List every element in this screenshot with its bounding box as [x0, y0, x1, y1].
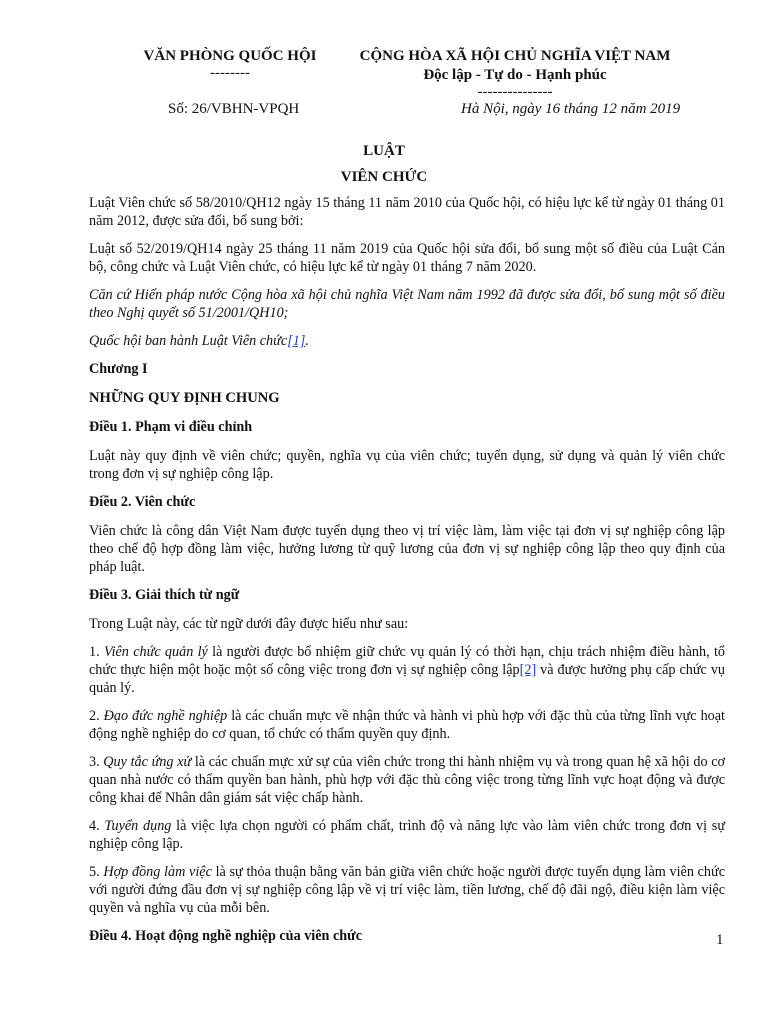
- definition-term: Viên chức quản lý: [103, 644, 208, 660]
- definition-number: 1.: [89, 644, 104, 660]
- definition-text-end: và được hưởng phụ cấp chức vụ quản lý.: [89, 662, 726, 696]
- definition-2: [89, 707, 725, 743]
- definition-3: [89, 753, 725, 807]
- national-title-block: [340, 47, 690, 99]
- definition-text: là sự thỏa thuận bằng văn bản giữa viên chức hoặc người được tuyển dụng làm viên chức với người đứng đầu đơn vị sự nghiệp công lập về vị trí việc làm, tiền lương, chế độ đãi ngộ, điều kiện làm việc quyền và nghĩa vụ của mỗi bên.: [89, 864, 726, 916]
- definition-5: [89, 863, 725, 917]
- definition-number: 5.: [89, 864, 104, 880]
- issuing-office-block: [120, 47, 340, 80]
- definition-1: [89, 643, 725, 697]
- article-3-intro: Trong Luật này, các từ ngữ dưới đây được hiểu như sau:: [89, 616, 409, 632]
- footnote-link-1[interactable]: [1]: [287, 333, 306, 349]
- definition-text: là người được bổ nhiệm giữ chức vụ quản lý có thời hạn, chịu trách nhiệm điều hành, tổ chức thực hiện một hoặc một số công việc trong đơn vị sự nghiệp công lập: [89, 644, 725, 678]
- enactment-paragraph: [89, 332, 725, 350]
- definition-number: 3.: [89, 754, 104, 770]
- footnote-link-2[interactable]: [2]: [519, 662, 537, 678]
- definition-text: là việc lựa chọn người có phẩm chất, trình độ và năng lực vào làm viên chức trong đơn vị sự nghiệp công lập.: [89, 818, 726, 852]
- amendment-paragraph: Luật số 52/2019/QH14 ngày 25 tháng 11 năm 2019 của Quốc hội sửa đổi, bổ sung một số điều của Luật Cán bộ, công chức và Luật Viên chức, có hiệu lực kể từ ngày 01 tháng 7 năm 2020.: [89, 241, 725, 275]
- document-date: Hà Nội, ngày 16 tháng 12 năm 2019: [461, 101, 681, 117]
- legal-basis-paragraph: Căn cứ Hiến pháp nước Cộng hòa xã hội chủ nghĩa Việt Nam năm 1992 đã được sửa đổi, bổ sung một số điều theo Nghị quyết số 51/2001/QH10;: [89, 287, 725, 321]
- enactment-end: .: [305, 333, 309, 349]
- republic-name: CỘNG HÒA XÃ HỘI CHỦ NGHĨA VIỆT NAM: [359, 48, 671, 64]
- document-title: VIÊN CHỨC: [340, 169, 428, 185]
- definition-text: là các chuẩn mực xử sự của viên chức trong thi hành nhiệm vụ và trong quan hệ xã hội do cơ quan nhà nước có thẩm quyền ban hành, phù hợp với đặc thù công việc trong từng lĩnh vực hoạt động và được công khai để Nhân dân giám sát việc chấp hành.: [89, 754, 725, 806]
- article-3-title: Điều 3. Giải thích từ ngữ: [89, 587, 240, 603]
- article-1-text: Luật này quy định về viên chức; quyền, nghĩa vụ của viên chức; tuyển dụng, sử dụng và quản lý viên chức trong đơn vị sự nghiệp công lập.: [89, 448, 725, 482]
- document-type: LUẬT: [363, 143, 405, 159]
- document-body: [89, 194, 725, 956]
- definition-4: [89, 817, 725, 853]
- intro-paragraph: Luật Viên chức số 58/2010/QH12 ngày 15 tháng 11 năm 2010 của Quốc hội, có hiệu lực kể từ ngày 01 tháng 01 năm 2012, được sửa đổi, bổ sung bởi:: [89, 195, 725, 229]
- national-motto: Độc lập - Tự do - Hạnh phúc: [423, 67, 607, 83]
- article-2-text: Viên chức là công dân Việt Nam được tuyển dụng theo vị trí việc làm, làm việc tại đơn vị sự nghiệp công lập theo chế độ hợp đồng làm việc, hưởng lương từ quỹ lương của đơn vị sự nghiệp công lập theo quy định của pháp luật.: [89, 523, 725, 575]
- definition-number: 2.: [89, 708, 104, 724]
- definition-term: Đạo đức nghề nghiệp: [103, 708, 228, 724]
- article-2-title: Điều 2. Viên chức: [89, 494, 196, 510]
- definition-text: là các chuẩn mực về nhận thức và hành vi phù hợp với đặc thù của từng lĩnh vực hoạt động nghề nghiệp do cơ quan, tổ chức có thẩm quyền quy định.: [89, 708, 725, 742]
- page-number: 1: [716, 932, 724, 948]
- definition-term: Hợp đồng làm việc: [103, 864, 212, 880]
- chapter-name: NHỮNG QUY ĐỊNH CHUNG: [89, 390, 280, 406]
- document-number: Số: 26/VBHN-VPQH: [168, 101, 300, 117]
- motto-divider: ---------------: [477, 84, 553, 100]
- definition-term: Quy tắc ứng xử: [103, 754, 192, 770]
- definition-term: Tuyển dụng: [104, 818, 172, 834]
- article-1-title: Điều 1. Phạm vi điều chỉnh: [89, 419, 253, 435]
- issuing-office: VĂN PHÒNG QUỐC HỘI: [143, 48, 317, 64]
- article-4-title: Điều 4. Hoạt động nghề nghiệp của viên chức: [89, 928, 362, 944]
- definition-number: 4.: [89, 818, 105, 834]
- chapter-label: Chương I: [89, 361, 148, 377]
- enactment-text: Quốc hội ban hành Luật Viên chức: [89, 333, 288, 349]
- office-divider: --------: [210, 65, 250, 81]
